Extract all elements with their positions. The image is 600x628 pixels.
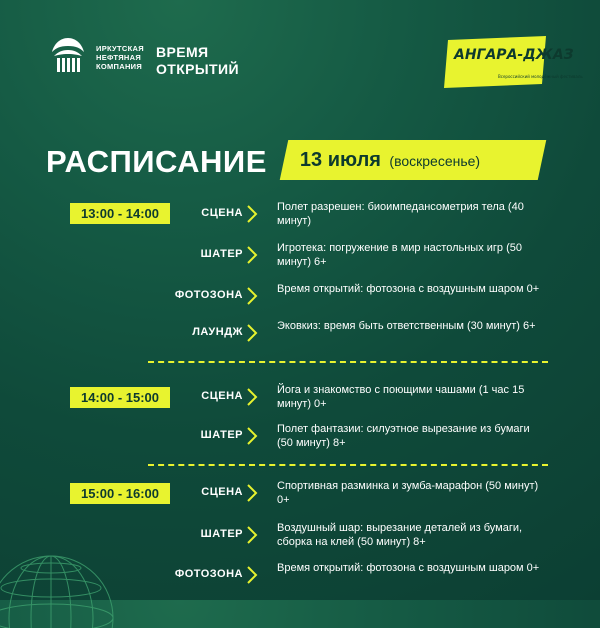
schedule-row bbox=[0, 379, 600, 415]
venue-label: ШАТЕР bbox=[200, 248, 243, 260]
chevron-right-icon bbox=[246, 565, 258, 585]
svg-text:Всероссийский молодёжный фести: Всероссийский молодёжный фестиваль bbox=[498, 74, 583, 79]
schedule-row bbox=[0, 237, 600, 273]
activity-text: Эковкиз: время быть ответственным (30 минут) 6+ bbox=[277, 320, 536, 332]
chevron-right-icon bbox=[246, 525, 258, 545]
chevron-right-icon bbox=[246, 286, 258, 306]
venue-label: СЦЕНА bbox=[201, 486, 243, 498]
date-badge bbox=[280, 140, 547, 180]
time-slot-badge: 15:00 - 16:00 bbox=[70, 483, 170, 504]
divider bbox=[148, 464, 548, 466]
chevron-right-icon bbox=[246, 323, 258, 343]
venue-label: ШАТЕР bbox=[200, 528, 243, 540]
chevron-right-icon bbox=[246, 483, 258, 503]
divider bbox=[148, 361, 548, 363]
venue-label: СЦЕНА bbox=[201, 390, 243, 402]
schedule-row bbox=[0, 418, 600, 454]
date-main: 13 июля bbox=[300, 148, 382, 171]
company-name: ИРКУТСКАЯ НЕФТЯНАЯ КОМПАНИЯ bbox=[96, 43, 144, 71]
title-row bbox=[46, 140, 554, 184]
festival-logo-icon bbox=[442, 34, 583, 90]
company-logo bbox=[48, 34, 156, 80]
globe-wireframe-icon bbox=[0, 548, 116, 628]
venue-label: ЛАУНДЖ bbox=[192, 326, 243, 338]
event-name: ВРЕМЯ ОТКРЫТИЙ bbox=[156, 44, 239, 77]
schedule-row bbox=[0, 315, 600, 351]
venue-label: ФОТОЗОНА bbox=[174, 289, 243, 301]
page-title: РАСПИСАНИЕ bbox=[46, 144, 267, 179]
chevron-right-icon bbox=[246, 426, 258, 446]
venue-label: СЦЕНА bbox=[201, 207, 243, 219]
activity-text: Полет фантазии: силуэтное вырезание из бумаги (50 минут) 8+ bbox=[277, 423, 530, 449]
date-weekday: (воскресенье) bbox=[389, 152, 481, 169]
venue-label: ФОТОЗОНА bbox=[174, 568, 243, 580]
activity-text: Воздушный шар: вырезание деталей из бумаги, сборка на клей (50 минут) 8+ bbox=[277, 522, 523, 548]
chevron-right-icon bbox=[246, 245, 258, 265]
svg-text:АНГАРА-ДЖАЗ: АНГАРА-ДЖАЗ bbox=[454, 47, 574, 63]
chevron-right-icon bbox=[246, 387, 258, 407]
activity-text: Спортивная разминка и зумба-марафон (50 минут) 0+ bbox=[277, 480, 539, 506]
schedule-row bbox=[0, 196, 600, 232]
time-slot-badge: 13:00 - 14:00 bbox=[70, 203, 170, 224]
activity-text: Время открытий: фотозона с воздушным шаром 0+ bbox=[277, 562, 540, 574]
chevron-right-icon bbox=[246, 204, 258, 224]
activity-text: Время открытий: фотозона с воздушным шаром 0+ bbox=[277, 283, 540, 295]
time-slot-badge: 14:00 - 15:00 bbox=[70, 387, 170, 408]
activity-text: Йога и знакомство с поющими чашами (1 час 15 минут) 0+ bbox=[277, 384, 525, 410]
venue-label: ШАТЕР bbox=[200, 429, 243, 441]
activity-text: Игротека: погружение в мир настольных игр (50 минут) 6+ bbox=[277, 242, 522, 268]
activity-text: Полет разрешен: биоимпедансометрия тела (40 минут) bbox=[277, 201, 524, 227]
inc-logo-icon bbox=[48, 34, 88, 80]
schedule-row bbox=[0, 278, 600, 314]
schedule-row bbox=[0, 475, 600, 511]
header bbox=[48, 34, 583, 96]
